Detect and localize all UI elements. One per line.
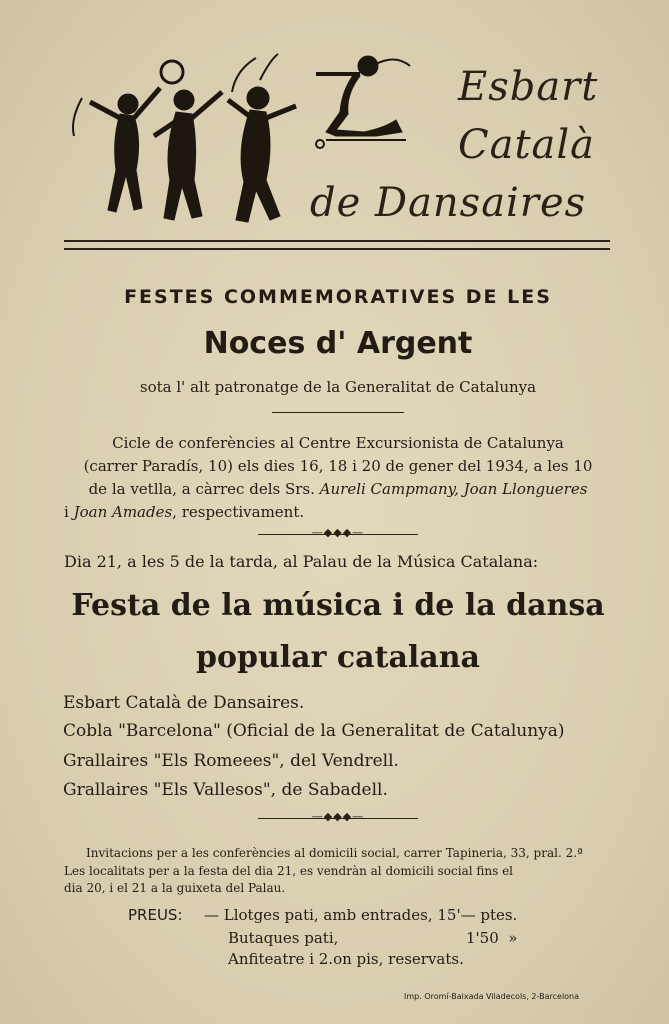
conferences-line-2: (carrer Paradís, 10) els dies 16, 18 i 20 de gener del 1934, a les 10 [83,457,593,475]
invitations-line-2: Les localitats per a la festa del dia 21, es vendràn al domicili social fins el [64,864,514,878]
conferences-line-3-text: de la vetlla, a càrrec dels Srs. [88,480,320,498]
conferences-line-3 [64,478,612,501]
printer-credit: Imp. Oromí-Baixada Viladecols, 2-Barcelona [404,992,580,1001]
festival-date-line: Dia 21, a les 5 de la tarda, al Palau de la Música Catalana: [64,552,539,571]
prices-row-2-price: 1'50 » [466,929,518,947]
musician-illustration [306,44,416,154]
prices-row-3: Anfiteatre i 2.on pis, reservats. [228,950,464,968]
header-rule-top [64,240,610,242]
performer-item: Grallaires "Els Vallesos", de Sabadell. [63,780,388,800]
conferences-line-1: Cicle de conferències al Centre Excursionista de Catalunya [112,434,564,452]
speaker-names: Aureli Campmany, Joan Llongueres [319,480,588,498]
performer-item: Cobla "Barcelona" (Oficial de la Generalitat de Catalunya) [63,721,565,741]
title-esbart: Esbart [458,64,599,110]
prices-row-2-item: Butaques pati, [228,929,339,947]
conferences-line-4-end: , respectivament. [172,503,305,521]
title-catala: Català [458,122,596,168]
conferences-line-4-text: i [64,503,74,521]
header-rule-bottom [64,248,610,250]
heading-festes: FESTES COMMEMORATIVES DE LES [124,286,552,308]
invitations-line-1: Invitacions per a les conferències al domicili social, carrer Tapineria, 33, pral. 2.ª [86,846,583,860]
prices-label: PREUS: [128,906,183,924]
festival-title-line-2: popular catalana [196,640,480,675]
title-de-dansaires: de Dansaires [310,180,587,226]
heading-patronatge: sota l' alt patronatge de la Generalitat de Catalunya [139,378,537,396]
conferences-line-4 [64,501,612,524]
performer-item: Grallaires "Els Romeees", del Vendrell. [63,751,399,771]
heading-rule [272,412,404,413]
heading-noces: Noces d' Argent [203,326,473,361]
prices-row-1: — Llotges pati, amb entrades, 15'— ptes. [204,906,518,924]
ornament-2: —◆◆◆— [311,810,365,823]
invitations-line-3: dia 20, i el 21 a la guixeta del Palau. [64,881,286,895]
performer-item: Esbart Català de Dansaires. [63,693,305,713]
festival-title-line-1: Festa de la música i de la dansa [71,588,605,623]
conferences-paragraph [64,432,612,524]
ornament-1: —◆◆◆— [311,526,365,539]
dancers-illustration [60,40,320,240]
speaker-amades: Joan Amades [73,503,173,521]
